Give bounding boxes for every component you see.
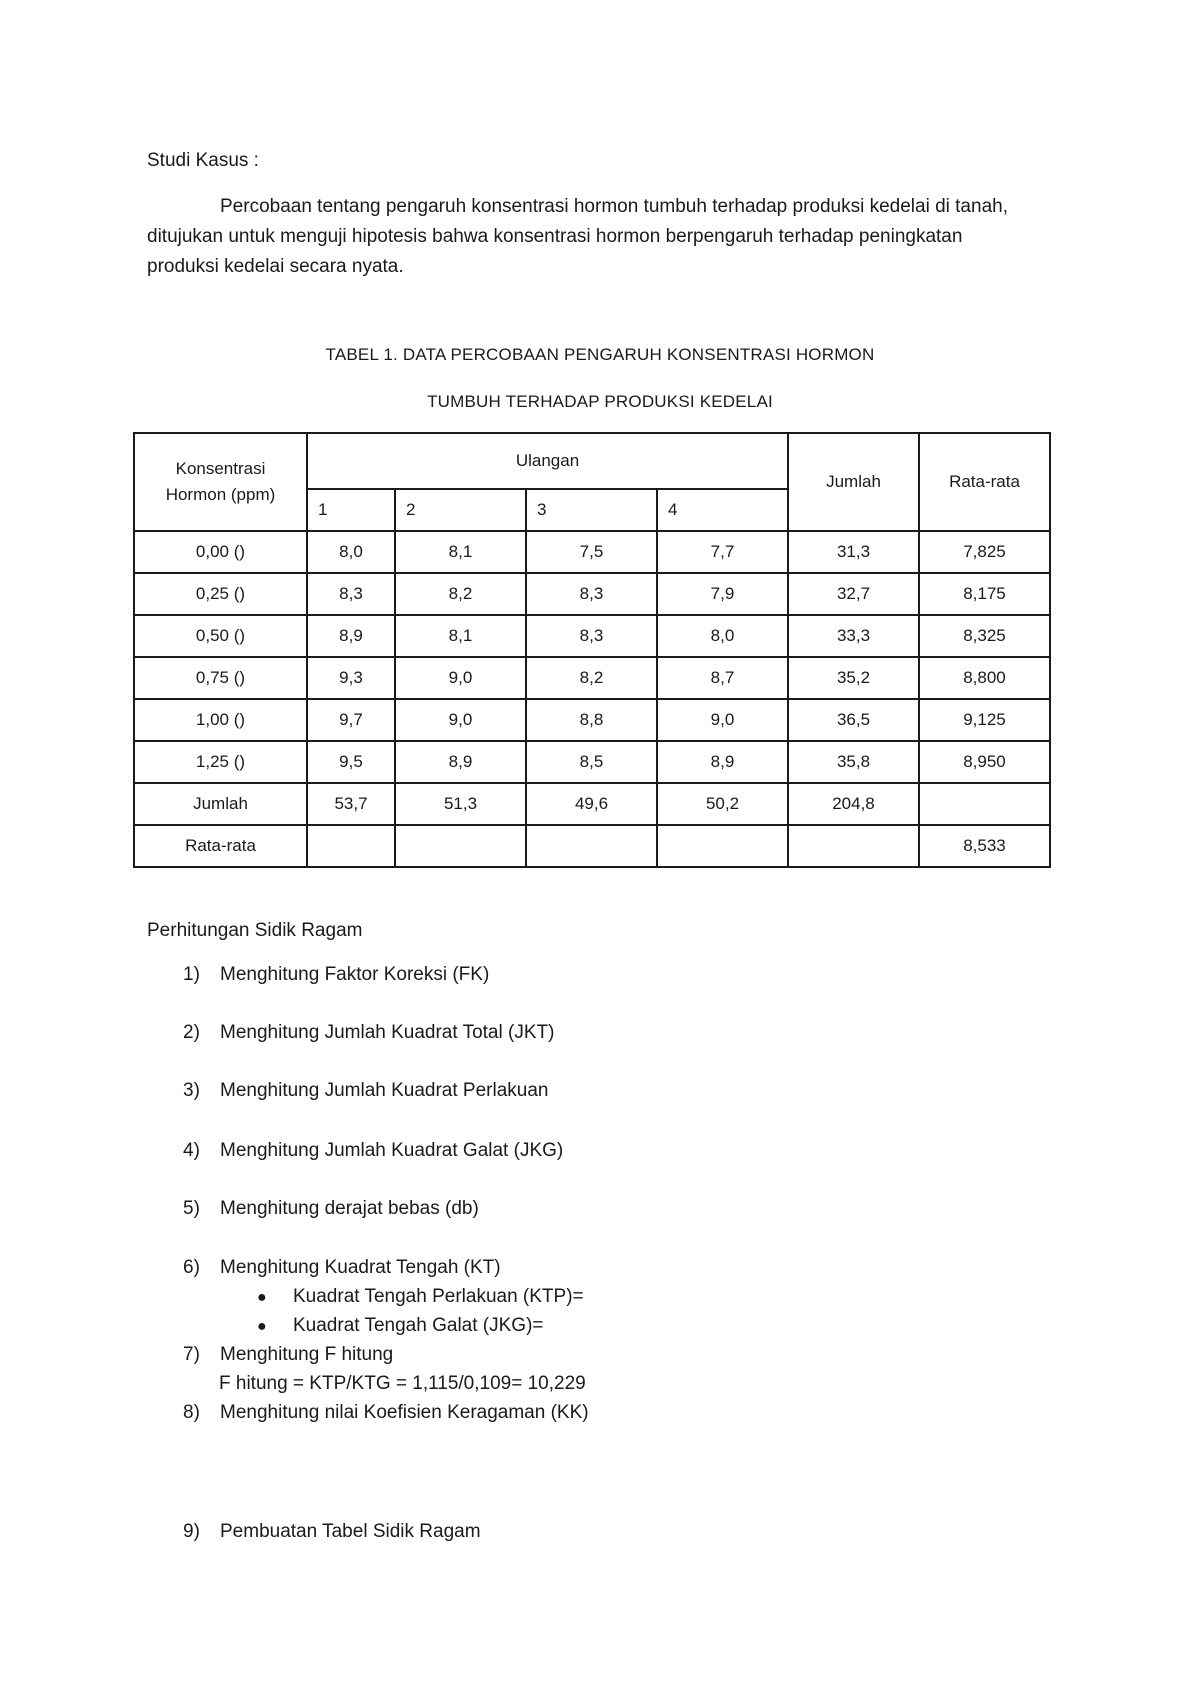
table-row (134, 741, 1050, 783)
list-item: 3) Menghitung Jumlah Kuadrat Perlakuan (183, 1080, 549, 1101)
cell-rata: 8,175 (919, 573, 1050, 615)
cell-u4: 8,9 (657, 741, 788, 783)
cell-u1: 8,0 (307, 531, 395, 573)
cell-jumlah: 204,8 (788, 783, 919, 825)
cell-u1: 9,7 (307, 699, 395, 741)
header-ulangan: Ulangan (307, 433, 788, 489)
cell-u1: 53,7 (307, 783, 395, 825)
cell-u4: 7,9 (657, 573, 788, 615)
row-label: 0,50 () (134, 615, 307, 657)
cell-rata: 8,800 (919, 657, 1050, 699)
cell-jumlah: 33,3 (788, 615, 919, 657)
cell-u4: 8,7 (657, 657, 788, 699)
table-row (134, 615, 1050, 657)
header-jumlah: Jumlah (788, 433, 919, 531)
cell-u3: 8,5 (526, 741, 657, 783)
cell-u4: 9,0 (657, 699, 788, 741)
cell-u4: 7,7 (657, 531, 788, 573)
cell-rata: 8,533 (919, 825, 1050, 867)
cell-u4 (657, 825, 788, 867)
cell-rata: 9,125 (919, 699, 1050, 741)
cell-u2: 9,0 (395, 699, 526, 741)
table-row (134, 699, 1050, 741)
table-row (134, 573, 1050, 615)
intro-paragraph: Percobaan tentang pengaruh konsentrasi hormon tumbuh terhadap produksi kedelai di tanah, ditujukan untuk menguji hipotesis bahwa konsentrasi hormon berpengaruh terhadap peningkatan produksi kedelai secara nyata. (147, 196, 1008, 277)
cell-rata: 7,825 (919, 531, 1050, 573)
cell-u3: 8,2 (526, 657, 657, 699)
row-label: Rata-rata (134, 825, 307, 867)
list-item: 2) Menghitung Jumlah Kuadrat Total (JKT) (183, 1022, 555, 1043)
bullet-icon: ● (257, 1289, 267, 1306)
table-caption-line-2: TUMBUH TERHADAP PRODUKSI KEDELAI (427, 392, 773, 411)
header-rep-3: 3 (526, 489, 657, 531)
cell-u3: 8,3 (526, 573, 657, 615)
row-label: 1,25 () (134, 741, 307, 783)
cell-jumlah: 36,5 (788, 699, 919, 741)
cell-u3 (526, 825, 657, 867)
cell-u2: 8,1 (395, 531, 526, 573)
row-label: 0,00 () (134, 531, 307, 573)
total-row (134, 783, 1050, 825)
cell-u3: 49,6 (526, 783, 657, 825)
cell-jumlah: 35,2 (788, 657, 919, 699)
row-label: 0,75 () (134, 657, 307, 699)
cell-u1: 8,3 (307, 573, 395, 615)
table-row (134, 531, 1050, 573)
cell-u2: 9,0 (395, 657, 526, 699)
case-study-heading: Studi Kasus : (147, 150, 259, 171)
cell-u1: 9,5 (307, 741, 395, 783)
mean-row (134, 825, 1050, 867)
section-title: Perhitungan Sidik Ragam (147, 920, 363, 941)
list-item: 6) Menghitung Kuadrat Tengah (KT) (183, 1257, 501, 1278)
row-label: 1,00 () (134, 699, 307, 741)
header-rata-rata: Rata-rata (919, 433, 1050, 531)
list-item: 8) Menghitung nilai Koefisien Keragaman (KK) (183, 1402, 589, 1423)
cell-u2: 51,3 (395, 783, 526, 825)
cell-u4: 50,2 (657, 783, 788, 825)
list-item: 7) Menghitung F hitung (183, 1344, 394, 1365)
cell-jumlah: 31,3 (788, 531, 919, 573)
f-hitung-formula: F hitung = KTP/KTG = 1,115/0,109= 10,229 (219, 1373, 586, 1394)
cell-u2: 8,2 (395, 573, 526, 615)
cell-jumlah: 32,7 (788, 573, 919, 615)
cell-u4: 8,0 (657, 615, 788, 657)
cell-rata: 8,325 (919, 615, 1050, 657)
bullet-icon: ● (257, 1318, 267, 1335)
row-label: Jumlah (134, 783, 307, 825)
cell-u1 (307, 825, 395, 867)
cell-jumlah: 35,8 (788, 741, 919, 783)
table-caption-line-1: TABEL 1. DATA PERCOBAAN PENGARUH KONSENTRASI HORMON (325, 345, 875, 364)
cell-rata (919, 783, 1050, 825)
data-table (133, 432, 1051, 868)
row-label: 0,25 () (134, 573, 307, 615)
cell-jumlah (788, 825, 919, 867)
list-item: 5) Menghitung derajat bebas (db) (183, 1198, 479, 1219)
cell-u3: 8,8 (526, 699, 657, 741)
cell-u3: 8,3 (526, 615, 657, 657)
cell-u3: 7,5 (526, 531, 657, 573)
cell-u2: 8,9 (395, 741, 526, 783)
bullet-item: ● Kuadrat Tengah Galat (JKG)= (257, 1315, 544, 1336)
cell-u1: 9,3 (307, 657, 395, 699)
header-konsentrasi: Konsentrasi Hormon (ppm) (134, 433, 307, 531)
header-rep-1: 1 (307, 489, 395, 531)
cell-rata: 8,950 (919, 741, 1050, 783)
cell-u2: 8,1 (395, 615, 526, 657)
table-row (134, 657, 1050, 699)
bullet-item: ● Kuadrat Tengah Perlakuan (KTP)= (257, 1286, 584, 1307)
header-rep-2: 2 (395, 489, 526, 531)
list-item: 4) Menghitung Jumlah Kuadrat Galat (JKG) (183, 1140, 564, 1161)
header-rep-4: 4 (657, 489, 788, 531)
cell-u1: 8,9 (307, 615, 395, 657)
list-item: 1) Menghitung Faktor Koreksi (FK) (183, 964, 490, 985)
list-item: 9) Pembuatan Tabel Sidik Ragam (183, 1521, 481, 1542)
cell-u2 (395, 825, 526, 867)
